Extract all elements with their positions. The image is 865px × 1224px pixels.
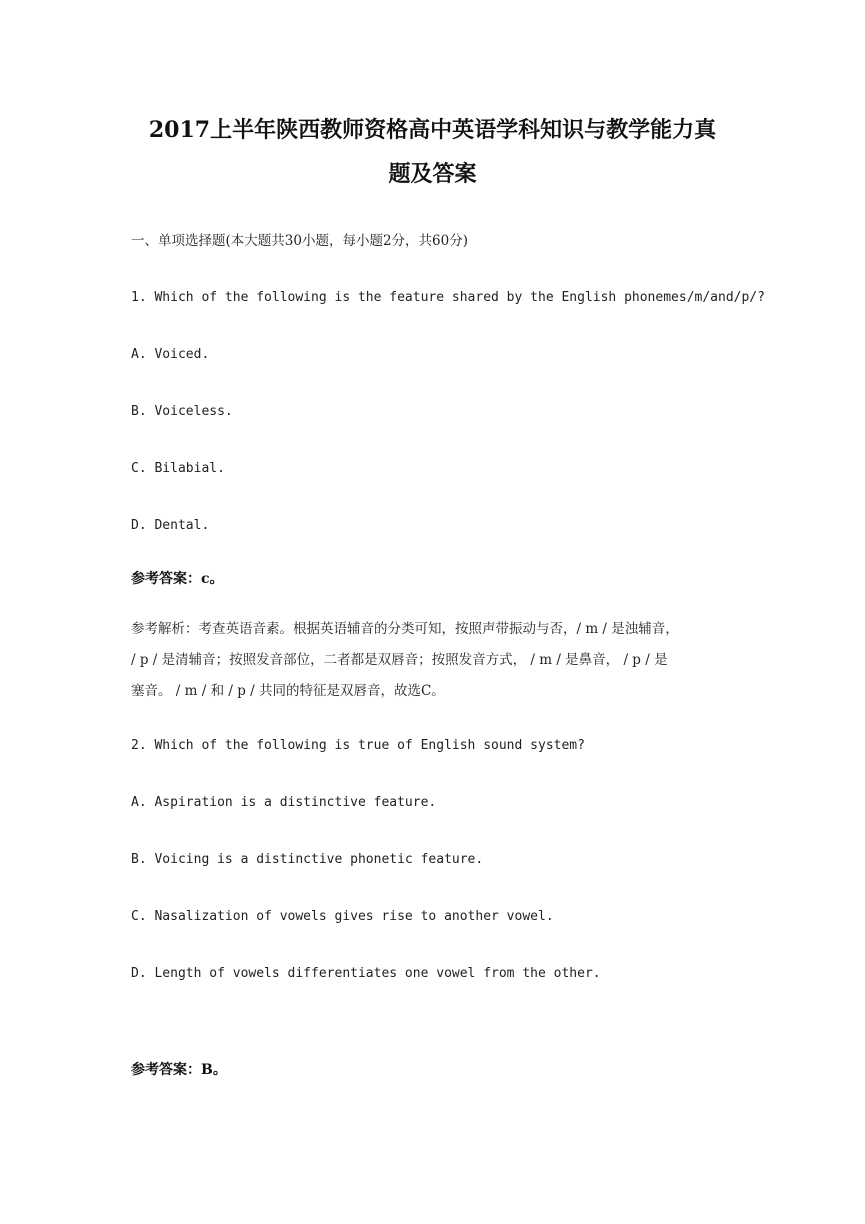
question-2-stem: 2. Which of the following is true of English sound system? [131,738,585,753]
question-1-stem: 1. Which of the following is the feature shared by the English phonemes/m/and/p/? [131,290,765,305]
question-1-answer: 参考答案：c。 [131,571,224,587]
question-2-option-d: D. Length of vowels differentiates one vowel from the other. [131,966,601,981]
question-1-option-b: B. Voiceless. [131,404,233,419]
question-1-explanation-line-1: 参考解析：考查英语音素。根据英语辅音的分类可知，按照声带振动与否，/ m / 是浊辅音， [131,621,679,637]
question-2-option-b: B. Voicing is a distinctive phonetic feature. [131,852,484,867]
document-title-line-1: 2017上半年陕西教师资格高中英语学科知识与教学能力真 [148,117,717,143]
question-2-option-a: A. Aspiration is a distinctive feature. [131,795,437,810]
question-1-option-a: A. Voiced. [131,347,210,362]
section-heading: 一、单项选择题(本大题共30小题，每小题2分，共60分) [131,233,468,249]
question-1-explanation-line-3: 塞音。 / m / 和 / p / 共同的特征是双唇音，故选C。 [131,683,445,699]
question-2-option-c: C. Nasalization of vowels gives rise to another vowel. [131,909,554,924]
question-2-answer: 参考答案：B。 [131,1062,227,1078]
question-1-explanation-line-2: / p / 是清辅音；按照发音部位，二者都是双唇音；按照发音方式， / m / 是鼻音， / p / 是 [131,652,668,668]
document-title-line-2: 题及答案 [388,161,477,187]
question-1-option-d: D. Dental. [131,518,210,533]
question-1-option-c: C. Bilabial. [131,461,225,476]
